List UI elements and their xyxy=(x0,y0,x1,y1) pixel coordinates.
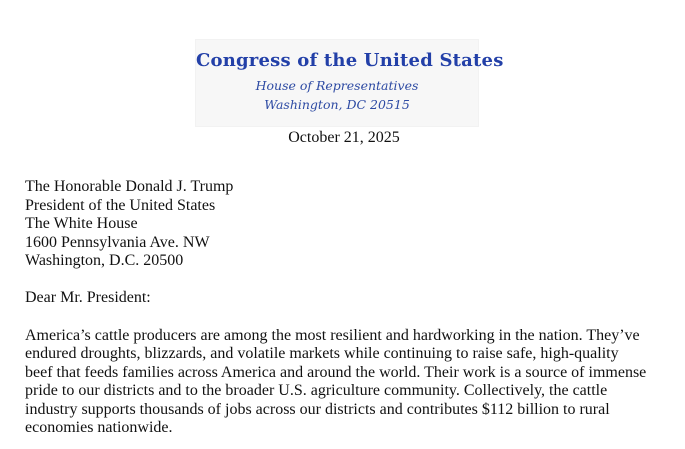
letterhead xyxy=(196,40,504,126)
paragraph-line: economies nationwide. xyxy=(25,419,173,437)
letterhead-house: House of Representatives xyxy=(255,78,419,93)
paragraph-line: America’s cattle producers are among the most resilient and hardworking in the nation. They’ve xyxy=(25,327,640,344)
address-line: The Honorable Donald J. Trump xyxy=(25,178,234,195)
address-line: 1600 Pennsylvania Ave. NW xyxy=(25,233,210,251)
recipient-address xyxy=(25,178,233,271)
letterhead-title: Congress of the United States xyxy=(196,50,504,71)
address-line: President of the United States xyxy=(25,196,216,214)
address-line: Washington, D.C. 20500 xyxy=(25,252,184,269)
letter-date: October 21, 2025 xyxy=(288,129,400,146)
salutation: Dear Mr. President: xyxy=(25,289,151,306)
body-paragraph xyxy=(25,327,660,437)
paragraph-line: endured droughts, blizzards, and volatile markets while continuing to raise safe, high-quality xyxy=(25,345,619,363)
letterhead-city: Washington, DC 20515 xyxy=(264,97,410,112)
paragraph-line: pride to our districts and to the broader U.S. agriculture community. Collectively, the cattle xyxy=(25,382,608,400)
paragraph-line: industry supports thousands of jobs across our districts and contributes $112 billion to rural xyxy=(25,400,610,418)
address-line: The White House xyxy=(25,215,138,232)
paragraph-line: beef that feeds families across America and around the world. Their work is a source of immense xyxy=(25,363,647,381)
